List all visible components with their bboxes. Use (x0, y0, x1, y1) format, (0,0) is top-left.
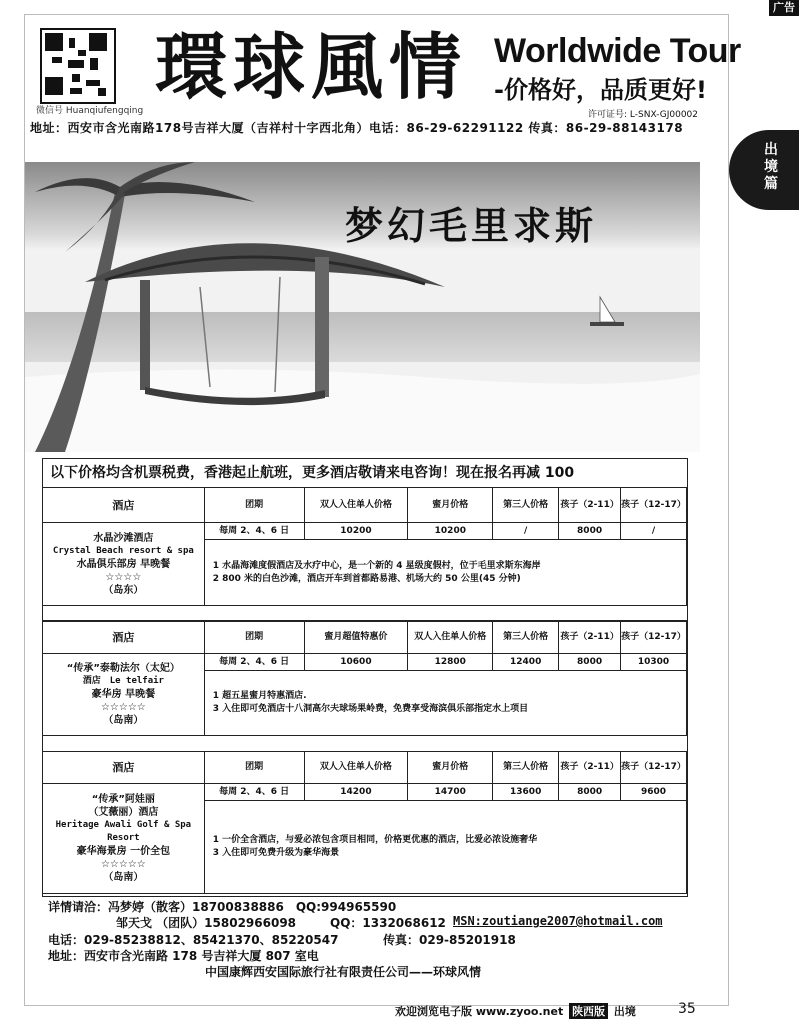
notes-cell (204, 671, 686, 736)
table-cell: 每周 2、4、6 日 (204, 784, 304, 801)
page-number: 35 (678, 1001, 696, 1017)
spacer-row (43, 736, 687, 752)
table-cell: 8000 (559, 784, 621, 801)
license-number: 许可证号: L-SNX-GJ00002 (588, 110, 698, 120)
table-cell: 8000 (559, 523, 621, 540)
slogan: -价格好，品质更好! (494, 76, 707, 104)
hotel-cell (43, 654, 205, 736)
hotel-line: 豪华房 早晚餐 (91, 689, 156, 700)
hotel-line: （岛东） (103, 584, 144, 596)
table-header-row (43, 621, 687, 654)
contact-line-1: 详情请洽：冯梦婷（散客）18700838886 QQ:994965590 (48, 900, 397, 914)
table-row (43, 523, 687, 540)
hotel-line: Resort (107, 833, 140, 843)
contact-address: 地址：西安市含光南路 178 号吉祥大厦 807 室电 (48, 949, 319, 963)
hotel-line: “传承”阿娃丽 (91, 794, 155, 805)
footer-text[interactable]: 欢迎浏览电子版 www.zyoo.net (395, 1005, 564, 1018)
note-line: 1 一价全含酒店，与爱必浓包含项目相同，价格更优惠的酒店，比爱必浓设施奢华 (212, 835, 538, 845)
hotel-line: （岛南） (103, 872, 144, 883)
header-cell: 孩子（2-11） (559, 752, 621, 784)
table-cell: 10300 (621, 654, 687, 671)
header-cell: 蜜月价格 (408, 488, 493, 523)
note-line: 2 800 米的白色沙滩，酒店开车到首都路易港、机场大约 50 公里(45 分钟) (212, 573, 521, 584)
table-cell: 14200 (304, 784, 408, 801)
table-cell: 每周 2、4、6 日 (204, 654, 304, 671)
contact-phone: 电话：029-85238812、85421370、85220547 (48, 933, 339, 947)
photo-title: 梦幻毛里求斯 (345, 203, 598, 248)
table-row (43, 654, 687, 671)
table-cell: 13600 (493, 784, 559, 801)
contact-fax: 传真：029-85201918 (383, 933, 516, 947)
hotel-line: 水晶俱乐部房 早晚餐 (76, 558, 171, 570)
header-cell: 团期 (204, 621, 304, 654)
header-cell: 孩子（12-17） (621, 488, 687, 523)
price-banner: 以下价格均含机票税费，香港起止航班，更多酒店敬请来电咨询！现在报名再减 100 (50, 465, 575, 481)
hotel-line: Heritage Awali Golf & Spa (55, 820, 192, 830)
note-line: 1 超五星蜜月特惠酒店. (212, 691, 307, 701)
brand-title-cn: 環球風情 (155, 24, 468, 109)
hotel-line: （艾薇丽）酒店 (88, 807, 159, 818)
header-cell: 双人入住单人价格 (304, 488, 408, 523)
table-cell: 10600 (304, 654, 408, 671)
header-cell: 双人入住单人价格 (408, 621, 493, 654)
hotel-cell (43, 784, 205, 894)
header-cell: 第三人价格 (493, 621, 559, 654)
table-cell: 12800 (408, 654, 493, 671)
table-cell: / (621, 523, 687, 540)
edition-badge: 陕西版 (569, 1003, 608, 1019)
header-cell: 孩子（12-17） (621, 621, 687, 654)
price-table-2 (42, 620, 687, 752)
company-name: 中国康辉西安国际旅行社有限责任公司——环球风情 (205, 965, 482, 979)
hotel-line: ☆☆☆☆☆ (100, 702, 146, 713)
contact-qq: QQ：1332068612 (330, 916, 446, 930)
header-address: 地址：西安市含光南路178号吉祥大厦（吉祥村十字西北角）电话：86-29-62291122 传真：86-29-88143178 (30, 121, 684, 135)
header-cell: 孩子（2-11） (559, 488, 621, 523)
header-cell: 孩子（12-17） (621, 752, 687, 784)
table-header-row (43, 752, 687, 784)
table-cell: / (493, 523, 559, 540)
hotel-line: “传承”泰勒法尔（太妃） (66, 663, 180, 674)
table-cell: 10200 (304, 523, 408, 540)
header-cell: 第三人价格 (493, 488, 559, 523)
contact-line-2a: 邹天戈 （团队）15802966098 (116, 916, 297, 930)
header-cell: 酒店 (43, 621, 205, 654)
hotel-line: 豪华海景房 一价全包 (76, 846, 171, 857)
note-line: 3 入住即可免酒店十八洞高尔夫球场果岭费，免费享受海滨俱乐部指定水上项目 (212, 704, 529, 714)
table-cell: 9600 (621, 784, 687, 801)
table-cell: 10200 (408, 523, 493, 540)
header-cell: 蜜月超值特惠价 (304, 621, 408, 654)
table-cell: 14700 (408, 784, 493, 801)
section-tab (729, 130, 799, 210)
hotel-line: ☆☆☆☆ (105, 571, 142, 583)
note-line: 1 水晶海滩度假酒店及水疗中心，是一个新的 4 星级度假村，位于毛里求斯东海岸 (212, 560, 541, 571)
hotel-line: Crystal Beach resort & spa (52, 545, 194, 556)
header-cell: 第三人价格 (493, 752, 559, 784)
footer-section: 出境 (613, 1005, 636, 1018)
table-header-row (43, 488, 687, 523)
hotel-cell (43, 523, 205, 606)
price-table-3 (42, 751, 687, 894)
note-line: 3 入住即可免费升级为豪华海景 (212, 848, 340, 858)
header-cell: 孩子（2-11） (559, 621, 621, 654)
ad-tag: 广告 (769, 0, 799, 16)
header-cell: 双人入住单人价格 (304, 752, 408, 784)
notes-cell (204, 540, 686, 606)
hotel-line: （岛南） (103, 715, 144, 726)
header-cell: 团期 (204, 488, 304, 523)
qr-code (40, 28, 116, 104)
section-tab-label: 出境篇 (764, 142, 778, 192)
hotel-line: 酒店 Le telfair (82, 676, 164, 686)
header-cell: 酒店 (43, 488, 205, 523)
table-row (43, 784, 687, 801)
price-table-1 (42, 487, 687, 622)
header-cell: 酒店 (43, 752, 205, 784)
hotel-line: ☆☆☆☆☆ (100, 859, 146, 870)
wechat-id: 微信号 Huanqiufengqing (36, 106, 144, 116)
hotel-line: 水晶沙滩酒店 (93, 532, 154, 544)
table-cell: 12400 (493, 654, 559, 671)
notes-cell (204, 801, 686, 894)
table-cell: 每周 2、4、6 日 (204, 523, 304, 540)
brand-title-en: Worldwide Tour (494, 32, 741, 70)
contact-msn[interactable]: MSN:zoutiange2007@hotmail.com (453, 914, 663, 928)
table-cell: 8000 (559, 654, 621, 671)
header-cell: 蜜月价格 (408, 752, 493, 784)
header-cell: 团期 (204, 752, 304, 784)
